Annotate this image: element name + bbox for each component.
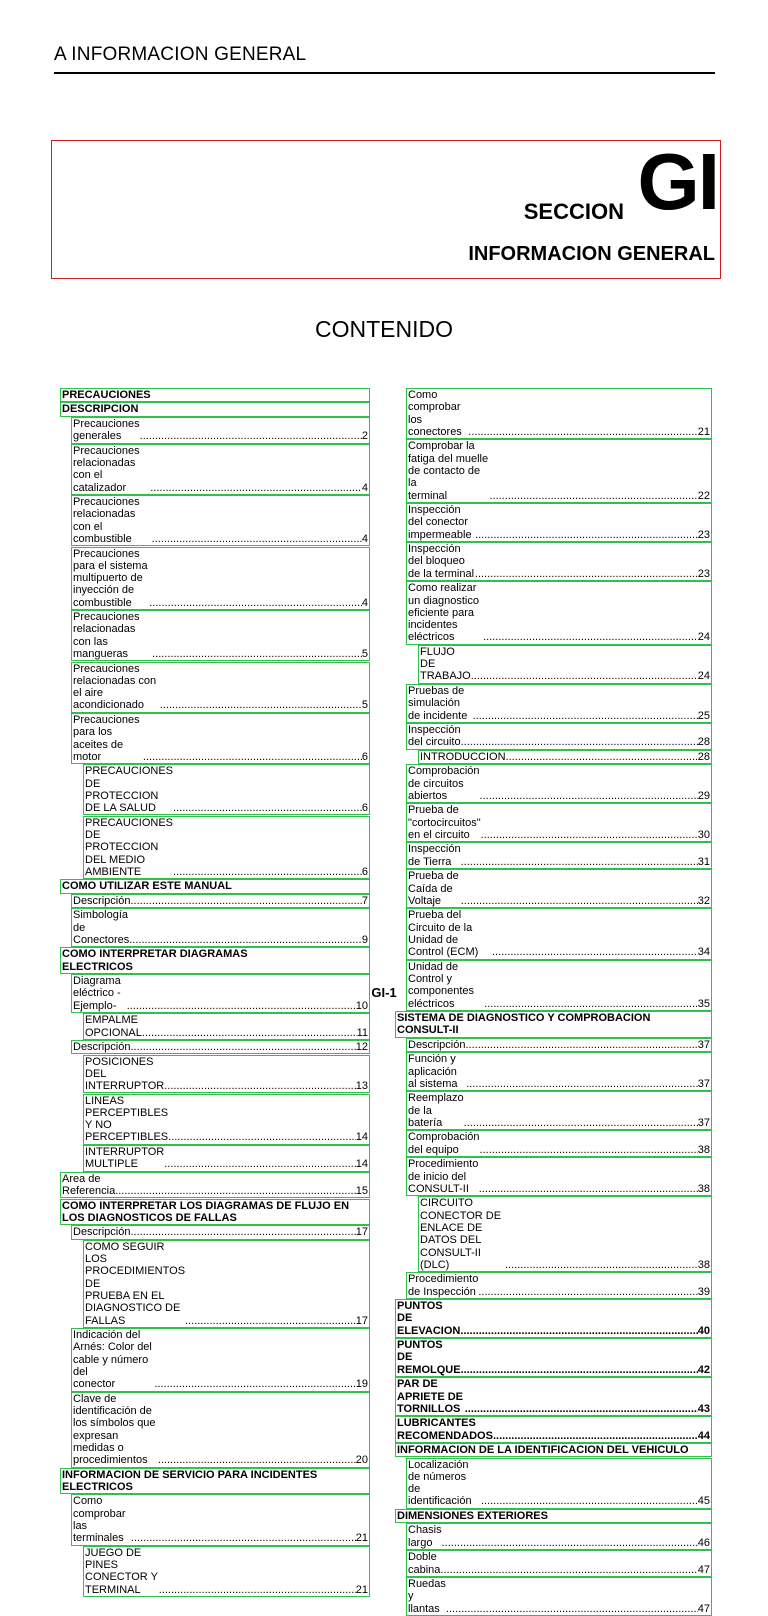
toc-entry-leader-dots <box>127 1000 356 1012</box>
toc-entry-label: Función y aplicación al sistema <box>408 1053 458 1090</box>
toc-entry-label: Descripción <box>73 1041 131 1054</box>
toc-entry-label: EMPALME OPCIONAL <box>85 1014 142 1039</box>
toc-entry-label: Inspección del circuito <box>408 724 461 749</box>
toc-entry-label: JUEGO DE PINES CONECTOR Y TERMINAL <box>85 1546 158 1596</box>
toc-entry-page: 39 <box>697 1285 710 1298</box>
toc-entry-label: LUBRICANTES RECOMENDADOS <box>397 1417 493 1442</box>
toc-entry-label: Procedimiento de inicio del CONSULT-II <box>408 1158 479 1195</box>
toc-entry-leader-dots <box>140 430 362 442</box>
toc-entry-page: 6 <box>361 865 368 878</box>
toc-entry[interactable] <box>406 1458 712 1509</box>
toc-entry[interactable] <box>60 402 370 416</box>
toc-entry[interactable] <box>71 1040 370 1054</box>
toc-entry-page: 14 <box>355 1131 368 1144</box>
toc-entry[interactable] <box>83 1546 370 1597</box>
toc-entry-page: 15 <box>355 1185 368 1198</box>
toc-entry[interactable] <box>83 1240 370 1328</box>
toc-entry-label: Precauciones generales <box>73 417 140 443</box>
toc-entry-leader-dots <box>440 1564 697 1576</box>
toc-entry-label: Reemplazo de la batería <box>408 1092 464 1129</box>
toc-entry-label: Prueba de Caída de Voltaje <box>408 870 459 907</box>
toc-entry[interactable] <box>395 1377 712 1416</box>
toc-entry-label: Area de Referencia <box>62 1172 116 1198</box>
toc-entry[interactable] <box>406 803 712 842</box>
toc-entry-page: 37 <box>697 1077 710 1090</box>
toc-entry-leader-dots <box>152 533 362 545</box>
toc-entry[interactable] <box>406 1038 712 1052</box>
toc-entry-label: Unidad de Control y componentes eléctricos <box>408 960 475 1010</box>
toc-entry-leader-dots <box>492 946 698 958</box>
toc-entry[interactable] <box>60 879 370 893</box>
header-rule <box>54 72 715 74</box>
toc-entry-page: 9 <box>361 933 368 946</box>
toc-entry[interactable] <box>71 1494 370 1545</box>
toc-entry-label: Prueba de "cortocircuitos" en el circuito <box>408 804 481 841</box>
toc-entry[interactable] <box>60 1172 370 1199</box>
toc-entry-leader-dots <box>473 710 698 722</box>
section-title: INFORMACION GENERAL <box>468 243 715 265</box>
toc-entry[interactable] <box>60 1468 370 1495</box>
toc-entry-page: 42 <box>697 1363 710 1376</box>
toc-entry-page: 38 <box>697 1182 710 1195</box>
toc-entry-page: 47 <box>697 1563 710 1576</box>
toc-entry-leader-dots <box>143 751 362 763</box>
toc-entry-label: Prueba del Circuito de la Unidad de Control (ECM) <box>408 909 479 959</box>
toc-entry[interactable] <box>406 581 712 644</box>
toc-entry[interactable] <box>406 1130 712 1157</box>
toc-entry[interactable] <box>418 750 712 764</box>
toc-entry-label: PRECAUCIONES <box>62 389 151 401</box>
page-header: A INFORMACION GENERAL <box>54 44 307 65</box>
toc-entry-label: Comprobación del equipo <box>408 1131 480 1156</box>
toc-entry-leader-dots <box>506 751 698 763</box>
toc-entry[interactable] <box>406 503 712 542</box>
toc-entry-label: Precauciones relacionadas con el combustible <box>73 496 140 546</box>
toc-entry-leader-dots <box>130 1226 355 1238</box>
toc-entry-leader-dots <box>461 895 698 907</box>
toc-entry[interactable] <box>71 444 370 495</box>
toc-entry-page: 6 <box>361 750 368 763</box>
toc-entry[interactable] <box>71 662 370 713</box>
toc-entry[interactable] <box>395 1011 712 1038</box>
toc-entry[interactable] <box>406 1272 712 1299</box>
toc-entry[interactable] <box>71 894 370 908</box>
toc-entry-page: 24 <box>697 670 710 683</box>
toc-entry[interactable] <box>406 1550 712 1577</box>
section-word: SECCION <box>523 199 624 224</box>
toc-entry-page: 29 <box>697 789 710 802</box>
toc-entry-label: POSICIONES DEL INTERRUPTOR <box>85 1055 165 1093</box>
toc-entry-leader-dots <box>164 1080 356 1092</box>
toc-entry-page: 6 <box>361 802 368 815</box>
toc-entry-label: Precauciones relacionadas con el aire acondicionado <box>73 662 157 712</box>
toc-entry-label: Precauciones relacionadas con las mangueras <box>73 611 140 661</box>
toc-entry-leader-dots <box>480 790 698 802</box>
toc-entry[interactable] <box>71 610 370 661</box>
toc-entry-page: 17 <box>355 1314 368 1327</box>
toc-entry-label: LINEAS PERCEPTIBLES Y NO PERCEPTIBLES <box>85 1094 169 1144</box>
toc-entry-leader-dots <box>142 1027 357 1039</box>
toc-entry-page: 14 <box>355 1158 368 1171</box>
toc-entry-leader-dots <box>460 1325 697 1337</box>
toc-entry-leader-dots <box>130 895 361 907</box>
toc-entry-page: 38 <box>697 1143 710 1156</box>
toc-entry[interactable] <box>71 495 370 546</box>
toc-entry[interactable] <box>83 1094 370 1145</box>
toc-entry-page: 46 <box>697 1536 710 1549</box>
toc-entry[interactable] <box>83 816 370 879</box>
toc-entry-page: 11 <box>356 1026 368 1039</box>
toc-entry-page: 13 <box>355 1080 368 1093</box>
toc-entry-label: INFORMACION DE LA IDENTIFICACION DEL VEHICULO <box>397 1444 689 1457</box>
toc-entry-label: PRECAUCIONES DE PROTECCION DEL MEDIO AMBIENTE <box>85 816 174 878</box>
toc-entry-page: 35 <box>697 997 710 1010</box>
toc-entry-page: 37 <box>697 1117 710 1129</box>
toc-entry-page: 21 <box>355 1532 368 1545</box>
toc-entry[interactable] <box>406 542 712 581</box>
section-title-box <box>51 137 721 279</box>
toc-entry-leader-dots <box>168 1131 356 1143</box>
toc-entry-page: 30 <box>697 828 710 841</box>
toc-entry[interactable] <box>395 1338 712 1377</box>
toc-entry-label: COMO INTERPRETAR LOS DIAGRAMAS DE FLUJO EN LOS DIAGNOSTICOS DE FALLAS <box>62 1199 350 1224</box>
section-code: GI <box>637 137 718 226</box>
toc-entry-label: Clave de identificación de los símbolos que expresan medidas o procedimientos <box>73 1392 156 1467</box>
toc-entry-label: Como comprobar los conectores <box>408 389 462 438</box>
toc-entry-page: 10 <box>355 999 368 1012</box>
toc-entry-leader-dots <box>475 529 698 541</box>
toc-entry-leader-dots <box>465 1039 697 1051</box>
toc-entry[interactable] <box>406 1577 712 1616</box>
toc-entry-leader-dots <box>461 856 698 868</box>
toc-entry-leader-dots <box>150 482 362 494</box>
toc-entry-leader-dots <box>446 1603 698 1615</box>
toc-entry-label: Inspección del conector impermeable <box>408 504 472 541</box>
page-number: GI-1 <box>371 985 397 1000</box>
toc-entry-leader-dots <box>478 1286 697 1298</box>
toc-entry[interactable] <box>406 388 712 439</box>
toc-entry-leader-dots <box>173 866 362 878</box>
toc-entry[interactable] <box>395 1299 712 1338</box>
toc-right-column <box>395 388 712 1616</box>
toc-entry[interactable] <box>71 547 370 610</box>
toc-entry-label: DIMENSIONES EXTERIORES <box>397 1509 548 1522</box>
toc-entry-label: Procedimiento de Inspección <box>408 1273 479 1298</box>
toc-entry[interactable] <box>406 1157 712 1196</box>
toc-entry[interactable] <box>60 388 370 402</box>
toc-entry-page: 23 <box>697 567 710 580</box>
toc-entry-leader-dots <box>185 1315 356 1327</box>
toc-entry-leader-dots <box>149 597 362 609</box>
toc-entry-page: 31 <box>697 855 710 868</box>
toc-entry-page: 38 <box>697 1258 710 1271</box>
toc-entry-leader-dots <box>131 1532 356 1544</box>
toc-entry-page: 7 <box>361 894 368 907</box>
toc-entry-leader-dots <box>173 802 362 814</box>
toc-entry-label: PRECAUCIONES DE PROTECCION DE LA SALUD <box>85 765 174 815</box>
toc-entry-page: 21 <box>355 1583 368 1596</box>
toc-entry-page: 5 <box>361 699 368 712</box>
toc-entry-label: Diagrama eléctrico -Ejemplo- <box>73 975 121 1012</box>
contents-heading: CONTENIDO <box>315 316 453 342</box>
toc-entry-page: 28 <box>697 736 710 749</box>
toc-entry-label: FLUJO DE TRABAJO <box>420 645 471 683</box>
toc-entry-page: 24 <box>697 631 710 644</box>
toc-entry-label: SISTEMA DE DIAGNOSTICO Y COMPROBACION CONSULT-II <box>397 1012 651 1037</box>
toc-entry[interactable] <box>406 764 712 803</box>
toc-entry[interactable] <box>406 1091 712 1130</box>
toc-entry[interactable] <box>71 1225 370 1239</box>
toc-entry-leader-dots <box>468 426 697 438</box>
toc-entry-leader-dots <box>115 1185 356 1197</box>
toc-entry[interactable] <box>60 947 370 974</box>
toc-entry-page: 44 <box>697 1429 710 1442</box>
toc-entry[interactable] <box>406 723 712 750</box>
toc-entry-leader-dots <box>475 568 698 580</box>
toc-entry[interactable] <box>83 1013 370 1040</box>
toc-entry-leader-dots <box>159 1584 356 1596</box>
toc-entry-label: Inspección de Tierra <box>408 843 461 868</box>
toc-entry[interactable] <box>406 1052 712 1091</box>
toc-entry-label: COMO INTERPRETAR DIAGRAMAS ELECTRICOS <box>62 948 248 973</box>
toc-entry-page: 4 <box>361 481 368 494</box>
toc-entry-leader-dots <box>129 934 362 946</box>
toc-entry-label: Precauciones relacionadas con el catalizador <box>73 444 140 494</box>
toc-entry-leader-dots <box>479 1183 698 1195</box>
toc-entry-leader-dots <box>164 1158 356 1170</box>
toc-entry-page: 20 <box>355 1454 368 1467</box>
toc-entry[interactable] <box>71 1328 370 1391</box>
toc-entry[interactable] <box>406 869 712 908</box>
toc-entry-page: 17 <box>355 1226 368 1239</box>
toc-entry-leader-dots <box>466 1078 698 1090</box>
toc-entry[interactable] <box>395 1443 712 1457</box>
toc-entry-leader-dots <box>481 829 698 841</box>
toc-entry[interactable] <box>406 842 712 869</box>
toc-entry-label: Comprobar la fatiga del muelle de contacto de la terminal <box>408 440 489 502</box>
toc-entry-leader-dots <box>471 670 698 682</box>
toc-entry-label: Doble cabina <box>408 1551 441 1576</box>
toc-entry-leader-dots <box>489 490 697 502</box>
toc-entry-label: COMO SEGUIR LOS PROCEDIMIENTOS DE PRUEBA EN EL DIAGNOSTICO DE FALLAS <box>85 1240 186 1327</box>
toc-entry-label: Ruedas y llantas <box>408 1578 446 1615</box>
toc-entry-page: 23 <box>697 528 710 541</box>
toc-entry-leader-dots <box>461 736 698 748</box>
toc-entry-label: PAR DE APRIETE DE TORNILLOS <box>397 1378 464 1415</box>
toc-entry[interactable] <box>71 713 370 764</box>
toc-entry-label: Descripción <box>73 1226 131 1239</box>
toc-entry-label: Descripción <box>408 1038 466 1051</box>
toc-entry-page: 47 <box>697 1602 710 1615</box>
toc-entry-page: 4 <box>361 596 368 609</box>
toc-entry-page: 22 <box>697 489 710 502</box>
toc-entry-page: 37 <box>697 1038 710 1051</box>
toc-entry-page: 4 <box>361 533 368 546</box>
toc-entry-label: DESCRIPCION <box>62 403 139 416</box>
toc-entry-label: Simbología de Conectores <box>73 909 130 946</box>
toc-entry[interactable] <box>83 764 370 815</box>
toc-entry-label: INTERRUPTOR MULTIPLE <box>85 1145 165 1171</box>
toc-entry-page: 45 <box>697 1495 710 1508</box>
toc-entry-label: INFORMACION DE SERVICIO PARA INCIDENTES ELECTRICOS <box>62 1468 318 1493</box>
toc-entry-label: PUNTOS DE ELEVACION <box>397 1300 461 1337</box>
toc-entry-leader-dots <box>464 1117 698 1129</box>
toc-entry-leader-dots <box>461 1364 698 1376</box>
toc-entry[interactable] <box>406 1523 712 1550</box>
toc-entry-leader-dots <box>465 1403 698 1415</box>
toc-entry[interactable] <box>83 1145 370 1172</box>
toc-entry-label: Inspección del bloqueo de la terminal <box>408 543 475 580</box>
toc-entry-label: CIRCUITO CONECTOR DE ENLACE DE DATOS DEL CONSULT-II (DLC) <box>420 1197 502 1271</box>
toc-entry-label: Como comprobar las terminales <box>73 1495 126 1545</box>
toc-entry-page: 32 <box>697 894 710 907</box>
toc-entry[interactable] <box>83 1055 370 1094</box>
toc-entry-page: 19 <box>355 1378 368 1391</box>
toc-entry-label: INTRODUCCION <box>420 750 506 763</box>
toc-entry-label: Chasis largo <box>408 1524 442 1549</box>
toc-entry-label: Como realizar un diagnostico eficiente para incidentes eléctricos <box>408 582 479 644</box>
toc-entry[interactable] <box>71 1392 370 1468</box>
toc-entry-label: COMO UTILIZAR ESTE MANUAL <box>62 880 232 893</box>
toc-entry[interactable] <box>395 1416 712 1443</box>
toc-entry-leader-dots <box>442 1537 698 1549</box>
toc-entry-label: PUNTOS DE REMOLQUE <box>397 1339 461 1376</box>
toc-entry-label: Localización de números de identificación <box>408 1458 472 1508</box>
toc-entry-leader-dots <box>505 1259 698 1271</box>
toc-entry-label: Precauciones para el sistema multipuerto de inyección de combustible <box>73 547 148 609</box>
toc-entry[interactable] <box>406 908 712 959</box>
toc-entry[interactable] <box>60 1199 370 1226</box>
toc-entry-leader-dots <box>130 1041 355 1053</box>
toc-entry-leader-dots <box>493 1430 698 1442</box>
toc-entry-page: 5 <box>361 648 368 661</box>
toc-entry-label: Pruebas de simulación de incidente <box>408 684 468 722</box>
toc-entry-leader-dots <box>483 631 698 643</box>
toc-entry[interactable] <box>406 684 712 723</box>
toc-entry-leader-dots <box>154 1378 355 1390</box>
toc-entry-page: 43 <box>697 1402 710 1415</box>
toc-entry-page: 40 <box>697 1324 710 1337</box>
toc-entry-page: 2 <box>361 430 368 443</box>
toc-entry[interactable] <box>71 417 370 444</box>
toc-entry-leader-dots <box>152 648 362 660</box>
toc-entry-label: Comprobación de circuitos abiertos <box>408 765 480 802</box>
toc-entry-label: Indicación del Arnés: Color del cable y número del conector <box>73 1329 152 1391</box>
toc-entry-leader-dots <box>480 1144 698 1156</box>
toc-entry-leader-dots <box>160 699 362 711</box>
toc-entry[interactable] <box>418 1196 712 1272</box>
toc-entry[interactable] <box>406 439 712 502</box>
toc-entry-label: Precauciones para los aceites de motor <box>73 713 140 763</box>
toc-entry-leader-dots <box>158 1454 356 1466</box>
toc-entry-label: Descripción <box>73 894 131 907</box>
toc-entry[interactable] <box>395 1509 712 1523</box>
toc-entry-page: 28 <box>697 750 710 763</box>
toc-entry[interactable] <box>71 908 370 947</box>
toc-entry[interactable] <box>418 645 712 684</box>
toc-entry-page: 21 <box>697 425 710 438</box>
toc-entry-page: 12 <box>355 1041 368 1054</box>
toc-entry-leader-dots <box>481 1495 698 1507</box>
toc-entry-page: 25 <box>697 709 710 722</box>
toc-entry-page: 34 <box>697 946 710 959</box>
